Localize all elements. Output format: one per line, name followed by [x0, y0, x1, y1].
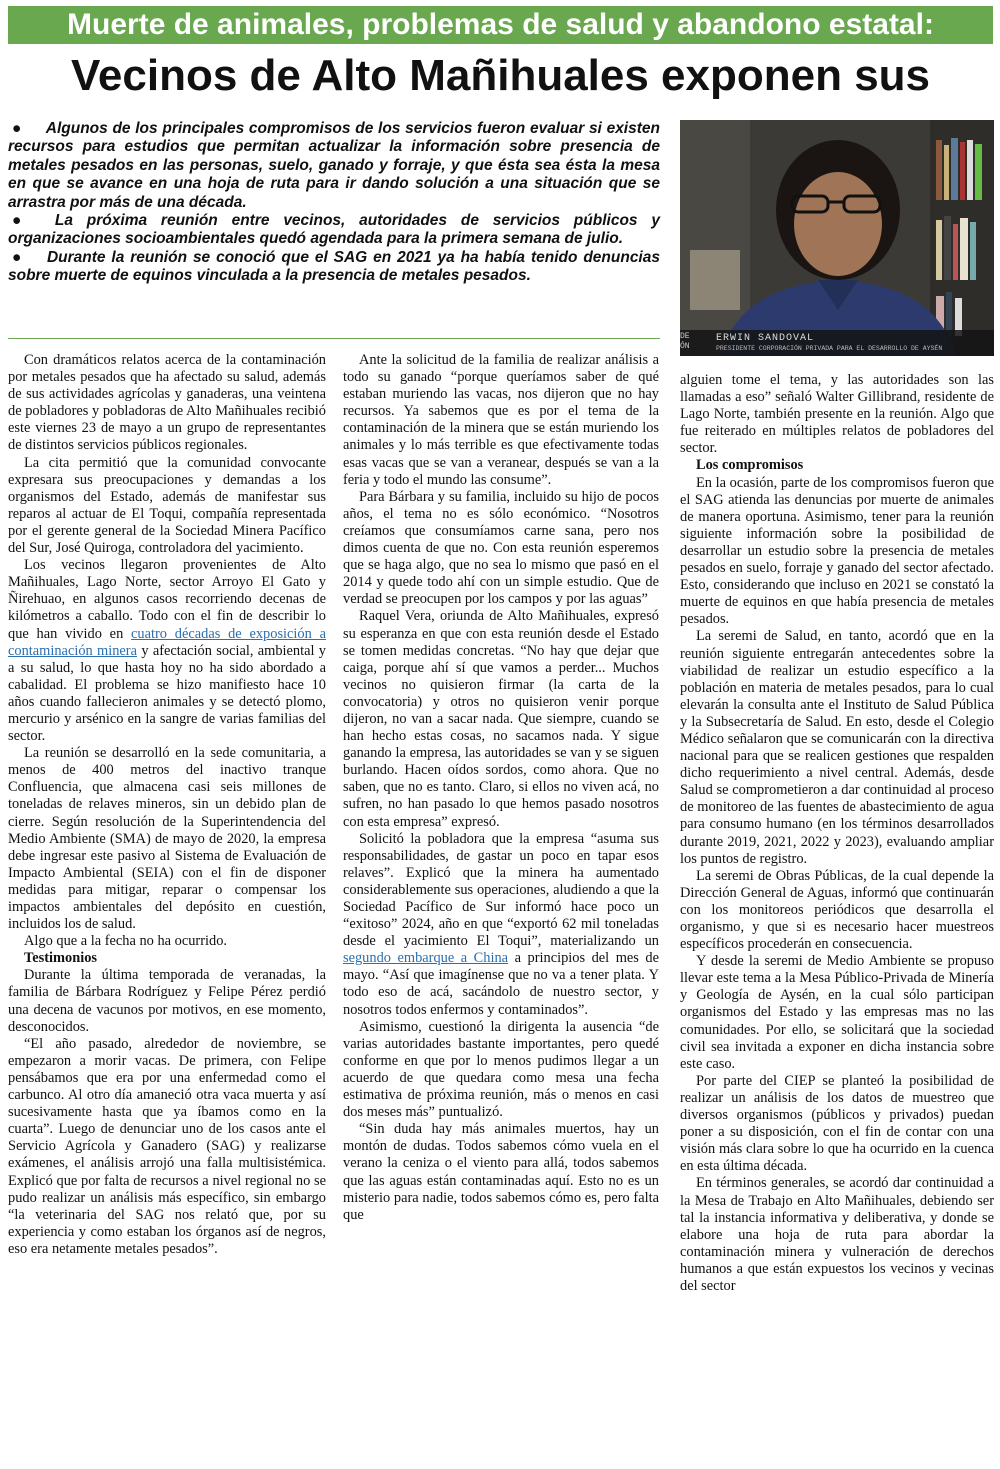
- interview-photo: [680, 120, 994, 356]
- paragraph: Ante la solicitud de la familia de realizar análisis a todo su ganado “porque queríamos saber de qué estaban muriendo las vacas, nos dijeron que no hay recursos. Ya sabemos que es por el tema de la contaminación de la minera que se están muriendo los animales y lo más terrible es que efectivamente todas esas vacas que se van a veranear, después se van a la feria y todo el mundo las consume”.: [343, 352, 659, 488]
- paragraph: Con dramáticos relatos acerca de la contaminación por metales pesados que ha afectado su salud, además de sus actividades agrícolas y ganaderas, una veintena de pobladores y pobladoras de Alto Mañihuales recibió este viernes 23 de mayo a un grupo de representantes de distintos servicios públicos regionales.: [8, 352, 326, 454]
- photo-caption: [680, 330, 994, 356]
- paragraph: En la ocasión, parte de los compromisos fueron que el SAG atienda las denuncias por muerte de animales de manera oportuna. Asimismo, tener para la reunión siguiente información sobre la posibilidad de desarrollar un estudio sobre la presencia de metales pesados en suelo, forraje y ganado del sector afectado. Esto, considerando que incluso en 2021 se constató la muerte de equinos en que había presencia de metales pesados.: [680, 474, 994, 628]
- contamination-link[interactable]: cuatro décadas de exposición a contaminación minera: [8, 625, 326, 659]
- paragraph: “Sin duda hay más animales muertos, hay un montón de dudas. Todos sabemos cómo vuela en el verano la ceniza o el viento para allá, todos sabemos que las aguas están contaminadas aquí. Esto no es un misterio para nadie, todos sabemos cómo es, pero falta que: [343, 1121, 659, 1223]
- article-column-2: [343, 352, 659, 1224]
- article-headline: Vecinos de Alto Mañihuales exponen sus: [70, 51, 931, 100]
- paragraph: alguien tome el tema, y las autoridades son las llamadas a eso” señaló Walter Gillibrand, residente de Lago Norte, también presente en la reunión. Algo que fue reiterado en múltiples relatos de pobladores del sector.: [680, 372, 994, 457]
- paragraph: Los vecinos llegaron provenientes de Alto Mañihuales, Lago Norte, sector Arroyo El Gato y Ñirehuao, en algunos casos recorriendo decenas de kilómetros a caballo. Todo con el fin de describir lo que han vivido en cuatro décadas de exposición a contaminación minera y afectación social, ambiental y a su salud, lo que hasta hoy no ha sido abordado a cabalidad. El problema se hizo manifiesto hace 10 años cuando fallecieron animales y se detectó plomo, mercurio y arsénico en la sangre de varias familias del sector.: [8, 557, 327, 745]
- caption-name: ERWIN SANDOVAL: [716, 333, 815, 344]
- paragraph: Y desde la seremi de Medio Ambiente se propuso llevar este tema a la Mesa Público-Privada de Minería y Geología de Aysén, en la cual sólo participan organismos del Estado y las empresas mas no las comunidades. Por ello, se solicitará que la sociedad civil sea invitada a exponer en dicha instancia sobre este caso.: [680, 953, 994, 1072]
- paragraph: La reunión se desarrolló en la sede comunitaria, a menos de 400 metros del inactivo tranque Confluencia, que almacena casi seis millones de toneladas de relaves mineros, sin un debido plan de cierre. Según resolución de la Superintendencia del Medio Ambiente (SMA) de mayo de 2020, la empresa debe ingresar este pasivo al Sistema de Evaluación de Impacto Ambiental (SEIA) con el fin de disponer medidas para mitigar, reparar o compensar los impactos ambientales del depósito en cuestión, incluidos los de salud.: [8, 745, 326, 933]
- bullet-text: Durante la reunión se conoció que el SAG en 2021 ya ha había tenido denuncias sobre muerte de equinos vinculada a la presencia de metales pesados.: [8, 248, 660, 285]
- summary-bullet: [8, 120, 660, 212]
- caption-role: PRESIDENTE CORPORACIÓN PRIVADA PARA EL DESARROLLO DE AYSÉN: [716, 345, 943, 352]
- paragraph: Algo que a la fecha no ha ocurrido.: [24, 933, 227, 950]
- article-kicker: Muerte de animales, problemas de salud y abandono estatal:: [8, 6, 993, 44]
- china-shipment-link[interactable]: segundo embarque a China: [343, 950, 509, 967]
- caption-side-text: DE ÓN: [680, 332, 690, 351]
- bullet-text: Algunos de los principales compromisos de los servicios fueron evaluar si existen recursos para estudios que permitan actualizar la información sobre presencia de metales pesados en las personas, suelo, ganado y forraje, y que ésta sea ésta la mesa en que se avance en una hoja de ruta para ir dando solución a una situación que se arrastra por más de una década.: [8, 120, 660, 211]
- paragraph: La seremi de Obras Públicas, de la cual depende la Dirección General de Aguas, informó que continuarán con los monitoreos periódicos que desarrolla el organismo, y que si es necesario hacer muestreos específicos procederán en consecuencia.: [680, 867, 994, 953]
- paragraph: “El año pasado, alrededor de noviembre, se empezaron a morir vacas. De primera, con Felipe pensábamos que era por una enfermedad como el carbunco. Al otro día amaneció otra vaca muerta y así sucesivamente hasta que ya íbamos como en la cuarta”. Luego de denunciar uno de los casos ante el Servicio Agrícola y Ganadero (SAG) y realizarse exámenes, el análisis arrojó una falla multisistémica. Explicó que por falta de recursos a nivel regional no se pudo realizar un análisis más específico, sin embargo “la veterinaria del SAG nos relató que, por su experiencia y como estaban los órganos así de negros, eso era netamente metales pesados”.: [8, 1035, 326, 1257]
- portrait-image: [680, 120, 994, 356]
- article-column-1: [8, 352, 326, 1258]
- paragraph: En términos generales, se acordó dar continuidad a la Mesa de Trabajo en Alto Mañihuales, debiendo ser tal la instancia informativa y deliberativa, y donde se elabore una hoja de ruta para abordar la contaminación minera y vulneración de derechos humanos a que están expuestos los vecinos y vecinas del sector: [680, 1175, 994, 1294]
- paragraph: La seremi de Salud, en tanto, acordó que en la reunión siguiente entregarán antecedentes sobre la viabilidad de realizar un estudio específico a la población en materia de metales pesados, para lo cual elevarán la consulta ante el Instituto de Salud Pública y la Subsecretaría de Salud. En esto, desde el Colegio Médico señalaron que se comunicarán con la directiva nacional para que se realicen gestiones que respalden dicho requerimiento a nivel central. Además, desde Salud se comprometieron a dar continuidad al proceso de monitoreo de las fuentes de abastecimiento de agua para consumo humano (en los términos desarrollados durante 2019, 2021, 2022 y 2023), evaluando ampliar los puntos de registro.: [680, 628, 994, 867]
- bullet-icon: ●: [12, 212, 31, 230]
- section-heading: Los compromisos: [696, 457, 804, 474]
- paragraph: La cita permitió que la comunidad convocante expresara sus preocupaciones y demandas a los organismos del Estado, además de manifestar sus reparos al actuar de El Toqui, compañía representada por el gerente general de la Sociedad Minera Pacífico del Sur, José Quiroga, controladora del yacimiento.: [8, 454, 326, 557]
- paragraph: Raquel Vera, oriunda de Alto Mañihuales, expresó su esperanza en que con esta reunión desde el Estado se tomen medidas concretas. “No hay que dejar que caiga, porque ahí sí que vamos a perder... Muchos vecinos no quisieron firmar (la carta de la convocatoria) y otros no quisieron venir porque dijeron, no van a sacar nada. Que siempre, cuando se han hecho estas cosas, no sacamos nada. Y sigue ganando la empresa, las autoridades se van y se siguen burlando. Hacen oídos sordos, como ahora. Que no saben, que no es tanto. Claro, si ellos no viven acá, no sufren, no han pasado lo que hemos pasado nosotros con esta empresa” expresó.: [343, 608, 659, 830]
- bullet-icon: ●: [12, 248, 23, 266]
- summary-bullet: [8, 212, 660, 249]
- summary-bullets: [8, 120, 660, 286]
- paragraph: Por parte del CIEP se planteó la posibilidad de realizar un análisis de los datos de muestreo que diversos organismos (públicos y privados) puedan poner a su disposición, con el fin de contar con una visión más clara sobre lo que ha ocurrido en la cuenca en esta última década.: [680, 1072, 994, 1175]
- bullet-text: La próxima reunión entre vecinos, autoridades de servicios públicos y organizaciones socioambientales quedó agendada para la primera semana de julio.: [8, 212, 660, 248]
- summary-bullet: [8, 249, 660, 286]
- paragraph: Para Bárbara y su familia, incluido su hijo de pocos años, el tema no es sólo económico. “Nosotros creíamos que consumíamos carne sana, pero nos dimos cuenta de que no. Con esta reunión esperemos que se haga algo, que no sea lo mismo que pasó en el 2014 y quede todo ahí con un simple estudio. Que de verdad se preocupen por los campos y por las aguas”: [343, 488, 659, 608]
- paragraph: Solicitó la pobladora que la empresa “asuma sus responsabilidades, de gastar un poco en tapar esos relaves”. Explicó que la minera ha aumentado considerablemente sus operaciones, aludiendo a que la Sociedad Pacífico de Sur informó hace poco un “exitoso” 2024, año en que “exportó 62 mil toneladas desde el yacimiento El Toqui”, materializando un segundo embarque a China a principios del mes de mayo. “Así que imagínense que no va a tener plata. Y todo eso de acá, sacándolo de nuestro sector, y nosotros todos enfermos y contaminados”.: [343, 830, 659, 1018]
- paragraph: Durante la última temporada de veranadas, la familia de Bárbara Rodríguez y Felipe Pérez perdió una decena de vacunos por motivos, en ese momento, desconocidos.: [8, 967, 326, 1035]
- article-column-3: [680, 372, 994, 1295]
- bullet-icon: ●: [12, 120, 22, 137]
- section-heading: Testimonios: [24, 950, 98, 967]
- paragraph: Asimismo, cuestionó la dirigenta la ausencia “de varias autoridades bastante importantes, pero quedé conforme en que por lo menos pudimos llegar a un acuerdo de que quedara como mesa una fecha estimativa de próxima reunión, más o menos en casi dos meses más” puntualizó.: [343, 1018, 659, 1121]
- section-divider: [8, 338, 660, 339]
